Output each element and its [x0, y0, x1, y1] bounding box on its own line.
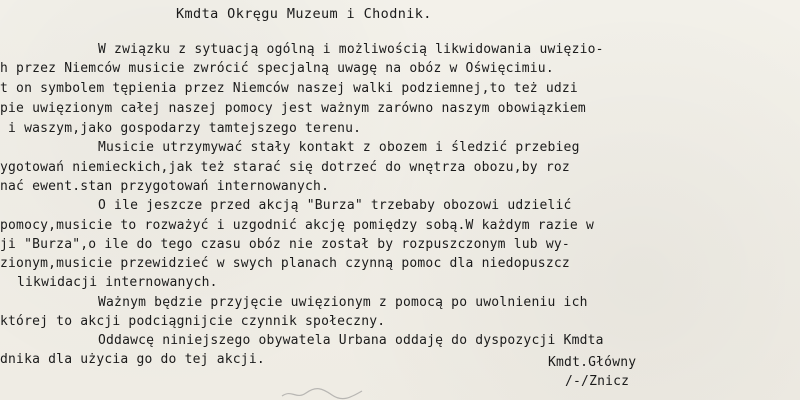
body-line-9: O ile jeszcze przed akcją "Burza" trzebaby obozowi udzielić [98, 198, 572, 213]
body-line-11: ji "Burza",o ile do tego czasu obóz nie został by rozpuszczonym lub wy- [0, 237, 570, 252]
body-line-14: Ważnym będzie przyjęcie uwięzionym z pomocą po uwolnieniu ich [98, 295, 588, 310]
signature-name: /-/Znicz [565, 374, 630, 389]
body-line-15: której to akcji podciągnijcie czynnik społeczny. [0, 314, 386, 329]
body-line-10: pomocy,musicie to rozważyć i uzgodnić akcję pomiędzy sobą.W każdym razie w [0, 218, 594, 233]
signature-title: Kmdt.Główny [548, 355, 637, 370]
document-header: Kmdta Okręgu Muzeum i Chodnik. [176, 6, 432, 22]
body-line-12: zionym,musicie przewidzieć w swych planach czynną pomoc dla niedopuszcz [0, 256, 570, 271]
body-line-1: W związku z sytuacją ogólną i możliwością likwidowania uwięzio- [98, 42, 604, 57]
body-line-6: Musicie utrzymywać stały kontakt z obozem i śledzić przebieg [98, 140, 580, 155]
body-line-3: t on symbolem tępienia przez Niemców naszej walki podziemnej,to też udzi [0, 81, 578, 96]
body-line-8: nać ewent.stan przygotowań internowanych. [0, 179, 330, 194]
body-line-2: h przez Niemców musicie zwrócić specjalną uwagę na obóz w Oświęcimiu. [0, 61, 554, 76]
body-line-16: Oddawcę niniejszego obywatela Urbana oddaję do dyspozycji Kmdta [98, 333, 604, 348]
body-line-5: i waszym,jako gospodarzy tamtejszego terenu. [0, 121, 362, 136]
body-line-13: likwidacji internowanych. [17, 275, 218, 290]
handwritten-scribble [278, 386, 368, 400]
body-line-4: pie uwięzionym całej naszej pomocy jest ważnym zarówno naszym obowiązkiem [0, 101, 586, 116]
body-line-17: dnika dla użycia go do tej akcji. [0, 352, 265, 367]
body-line-7: ygotowań niemieckich,jak też starać się dotrzeć do wnętrza obozu,by roz [0, 160, 570, 175]
